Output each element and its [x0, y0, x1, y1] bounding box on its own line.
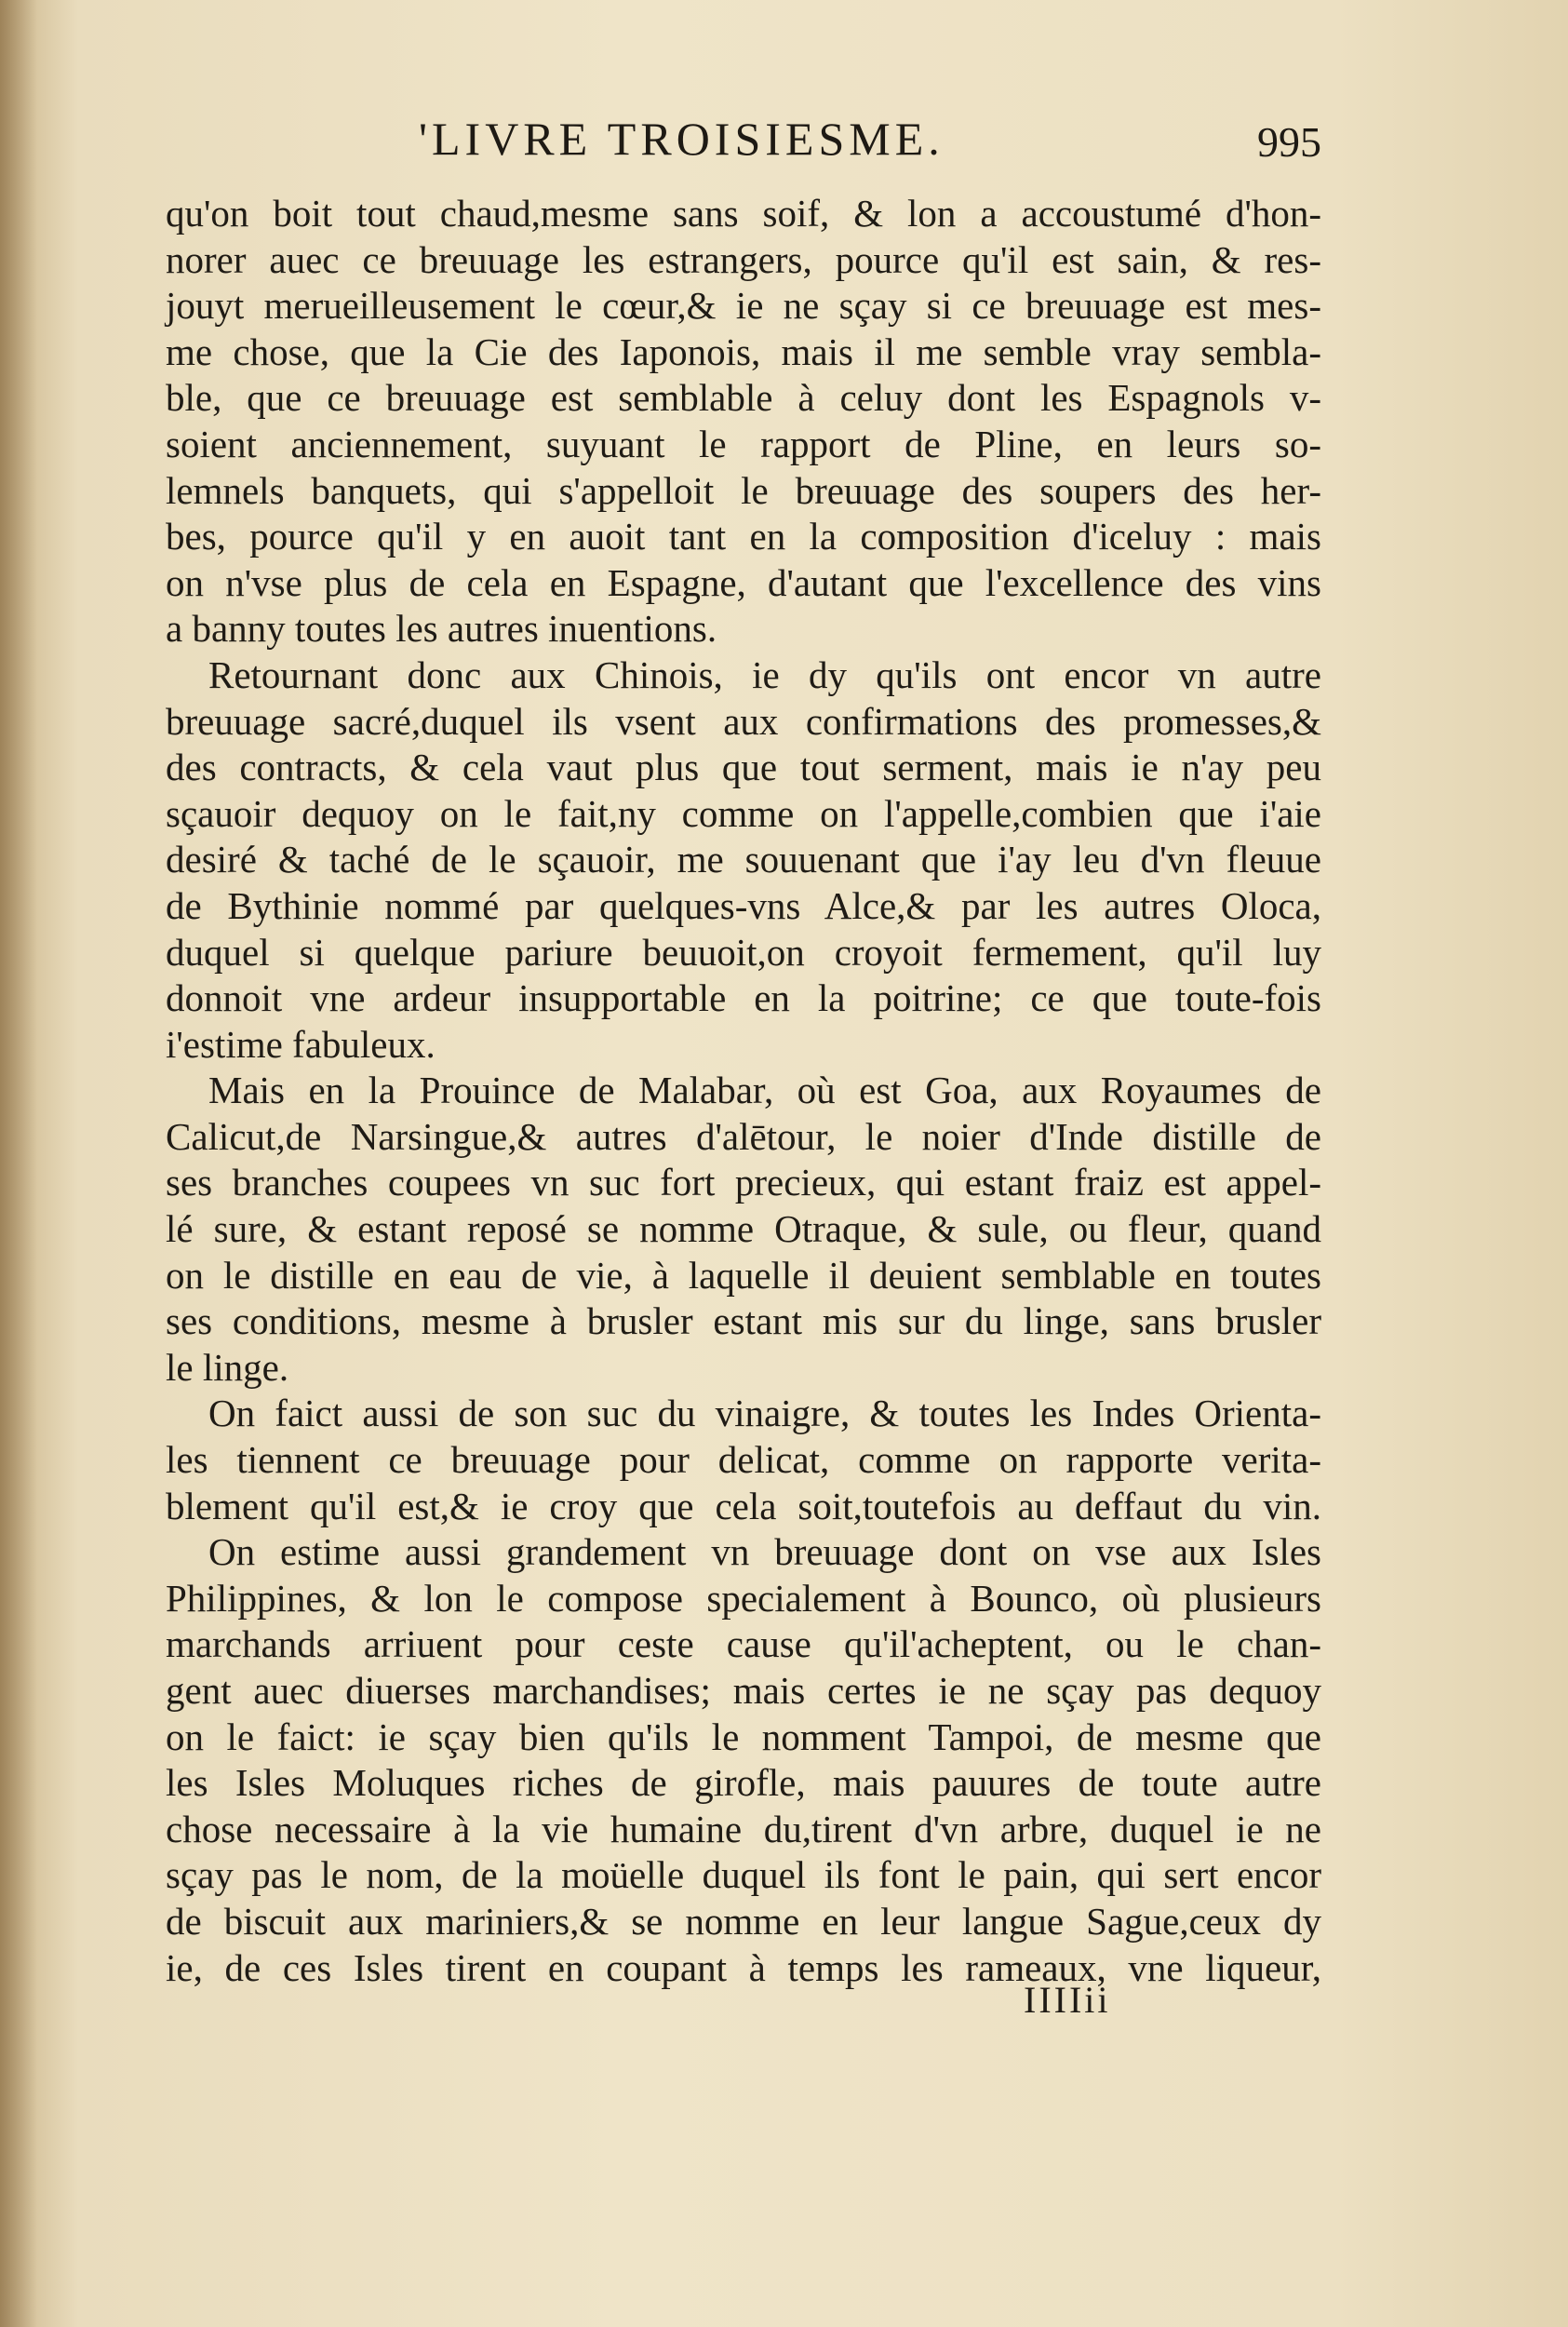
text-line: lé sure, & estant reposé se nomme Otraque, & sule, ou fleur, quand [166, 1207, 1321, 1251]
text-line: des contracts, & cela vaut plus que tout serment, mais ie n'ay peu [166, 746, 1321, 789]
text-line: sçay pas le nom, de la moüelle duquel ils font le pain, qui sert encor [166, 1853, 1321, 1897]
text-line: marchands arriuent pour ceste cause qu'il'acheptent, ou le chan- [166, 1622, 1321, 1666]
text-line: bes, pource qu'il y en auoit tant en la composition d'iceluy : mais [166, 515, 1321, 558]
text-line: Philippines, & lon le compose specialement à Bounco, où plusieurs [166, 1576, 1321, 1620]
text-line: breuuage sacré,duquel ils vsent aux confirmations des promesses,& [166, 699, 1321, 743]
text-line: lemnels banquets, qui s'appelloit le breuuage des soupers des her- [166, 468, 1321, 512]
running-title: 'LIVRE TROISIESME. [419, 113, 945, 165]
paragraph-end-line: i'estime fabuleux. [166, 1022, 436, 1066]
text-line: ble, que ce breuuage est semblable à celuy dont les Espagnols v- [166, 376, 1321, 420]
text-line: ses conditions, mesme à brusler estant mis sur du linge, sans brusler [166, 1299, 1321, 1343]
text-line: jouyt merueilleusement le cœur,& ie ne sçay si ce breuuage est mes- [166, 284, 1321, 328]
paragraph-start-line: Retournant donc aux Chinois, ie dy qu'ils ont encor vn autre [208, 652, 1321, 696]
text-line: ie, de ces Isles tirent en coupant à temps les rameaux, vne liqueur, [166, 1945, 1321, 1989]
body-text [166, 191, 1321, 1991]
text-line: duquel si quelque pariure beuuoit,on croyoit fermement, qu'il luy [166, 930, 1321, 974]
text-line: donnoit vne ardeur insupportable en la poitrine; ce que toute-fois [166, 976, 1321, 1020]
paragraph-start-line: On estime aussi grandement vn breuuage dont on vse aux Isles [208, 1530, 1321, 1574]
text-line: sçauoir dequoy on le fait,ny comme on l'appelle,combien que i'aie [166, 791, 1321, 835]
page-number: 995 [1257, 118, 1321, 166]
text-line: desiré & taché de le sçauoir, me souuenant que i'ay leu d'vn fleuue [166, 838, 1321, 881]
text-line: de Bythinie nommé par quelques-vns Alce,& par les autres Oloca, [166, 883, 1321, 927]
signature-mark: IIIIii [1024, 1979, 1111, 2021]
text-line: ses branches coupees vn suc fort precieux, qui estant fraiz est appel- [166, 1161, 1321, 1204]
text-line: soient anciennement, suyuant le rapport de Pline, en leurs so- [166, 422, 1321, 465]
text-line: chose necessaire à la vie humaine du,tirent d'vn arbre, duquel ie ne [166, 1807, 1321, 1850]
paragraph-end-line: le linge. [166, 1345, 289, 1389]
text-line: gent auec diuerses marchandises; mais certes ie ne sçay pas dequoy [166, 1669, 1321, 1712]
text-line: on le distille en eau de vie, à laquelle il deuient semblable en toutes [166, 1253, 1321, 1297]
paragraph-start-line: Mais en la Prouince de Malabar, où est Goa, aux Royaumes de [208, 1069, 1321, 1112]
paragraph-start-line: On faict aussi de son suc du vinaigre, & toutes les Indes Orienta- [208, 1392, 1321, 1435]
text-line: de biscuit aux mariniers,& se nomme en leur langue Sague,ceux dy [166, 1899, 1321, 1943]
text-line: Calicut,de Narsingue,& autres d'alētour, le noier d'Inde distille de [166, 1114, 1321, 1158]
text-line: blement qu'il est,& ie croy que cela soit,toutefois au deffaut du vin. [166, 1484, 1321, 1527]
text-line: on le faict: ie sçay bien qu'ils le nomment Tampoi, de mesme que [166, 1715, 1321, 1758]
paragraph-end-line: a banny toutes les autres inuentions. [166, 607, 717, 651]
text-line: me chose, que la Cie des Iaponois, mais il me semble vray sembla- [166, 330, 1321, 373]
text-line: qu'on boit tout chaud,mesme sans soif, & lon a accoustumé d'hon- [166, 192, 1321, 235]
gutter-shadow [0, 0, 37, 2327]
text-line: les tiennent ce breuuage pour delicat, comme on rapporte verita- [166, 1438, 1321, 1482]
text-line: les Isles Moluques riches de girofle, mais pauures de toute autre [166, 1761, 1321, 1805]
text-line: on n'vse plus de cela en Espagne, d'autant que l'excellence des vins [166, 560, 1321, 604]
page-header [168, 112, 1321, 177]
text-line: norer auec ce breuuage les estrangers, pource qu'il est sain, & res- [166, 237, 1321, 281]
